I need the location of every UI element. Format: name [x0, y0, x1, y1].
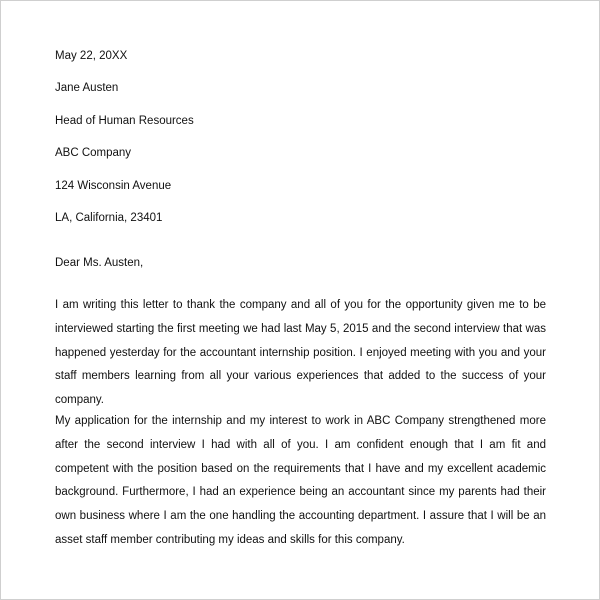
body-paragraph-1: I am writing this letter to thank the company and all of you for the opportunity given me to be interviewed starting the first meeting we had last May 5, 2015 and the second interview that was happened yesterday for the accountant internship position. I enjoyed meeting with you and your staff members learning from all your various experiences that added to the success of your company. — [55, 299, 546, 407]
address-block — [55, 48, 194, 242]
recipient-title: Head of Human Resources — [55, 114, 194, 127]
recipient-company: ABC Company — [55, 147, 132, 160]
body-paragraph-2: My application for the internship and my interest to work in ABC Company strengthened more after the second interview I had with all of you. I am confident enough that I am fit and competent with the position based on the requirements that I have and my excellent academic background. Furthermore, I had an experience being an accountant since my parents had their own business where I am the one handling the accounting department. I assure that I will be an asset staff member contributing my ideas and skills for this company. — [55, 415, 546, 546]
salutation: Dear Ms. Austen, — [55, 257, 144, 269]
recipient-street: 124 Wisconsin Avenue — [55, 179, 172, 192]
recipient-name: Jane Austen — [55, 82, 119, 95]
recipient-city: LA, California, 23401 — [55, 211, 163, 224]
letter-date: May 22, 20XX — [55, 50, 128, 62]
